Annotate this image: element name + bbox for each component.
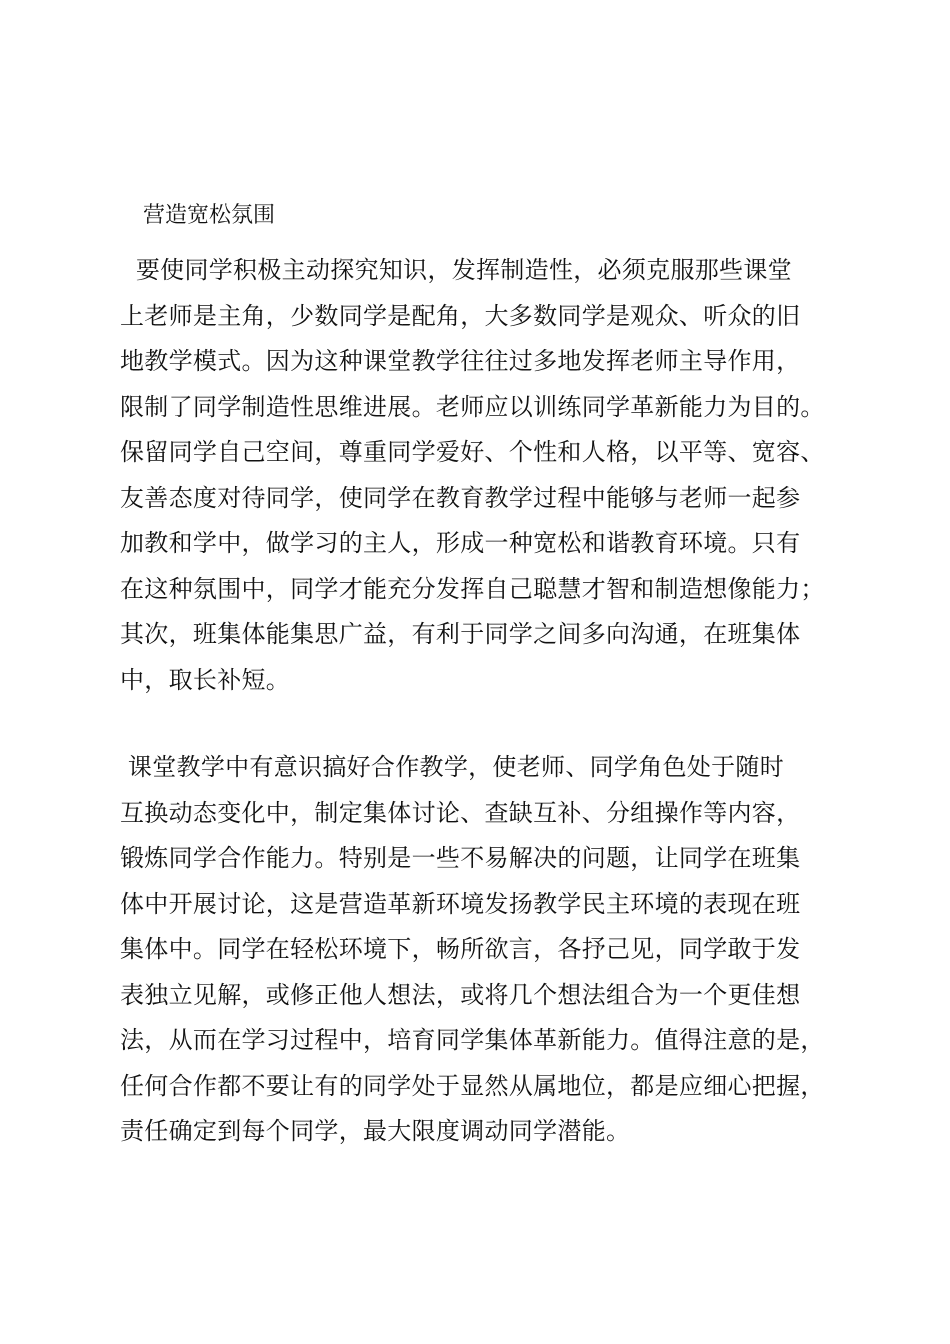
text-line: 上老师是主角，少数同学是配角，大多数同学是观众、听众的旧	[120, 301, 801, 330]
text-line: 地教学模式。因为这种课堂教学往往过多地发挥老师主导作用，	[120, 347, 801, 375]
text-line: 加教和学中，做学习的主人，形成一种宽松和谐教育环境。只有	[120, 529, 801, 557]
text-line: 中，取长补短。	[120, 665, 291, 694]
text-line: 在这种氛围中，同学才能充分发挥自己聪慧才智和制造想像能力；	[120, 574, 825, 603]
text-line: 限制了同学制造性思维进展。老师应以训练同学革新能力为目的。	[120, 392, 825, 421]
text-line: 体中开展讨论，这是营造革新环境发扬教学民主环境的表现在班	[120, 889, 801, 918]
paragraph-2	[120, 745, 860, 1155]
paragraph-1	[120, 248, 860, 703]
text-line: 要使同学积极主动探究知识，发挥制造性，必须克服那些课堂	[120, 256, 792, 284]
text-line: 任何合作都不要让有的同学处于显然从属地位，都是应细心把握，	[120, 1071, 825, 1100]
text-line: 表独立见解，或修正他人想法，或将几个想法组合为一个更佳想	[120, 980, 801, 1009]
text-line: 友善态度对待同学，使同学在教育教学过程中能够与老师一起参	[120, 483, 801, 512]
text-line: 集体中。同学在轻松环境下，畅所欲言，各抒己见，同学敢于发	[120, 935, 801, 963]
section-heading: 营造宽松氛围	[143, 203, 276, 228]
text-line: 保留同学自己空间，尊重同学爱好、个性和人格，以平等、宽容、	[120, 438, 825, 466]
text-line: 课堂教学中有意识搞好合作教学，使老师、同学角色处于随时	[120, 753, 785, 781]
text-line: 责任确定到每个同学，最大限度调动同学潜能。	[120, 1117, 631, 1145]
text-line: 锻炼同学合作能力。特别是一些不易解决的问题，让同学在班集	[120, 844, 801, 872]
text-line: 互换动态变化中，制定集体讨论、查缺互补、分组操作等内容，	[120, 798, 801, 827]
text-line: 其次，班集体能集思广益，有利于同学之间多向沟通，在班集体	[120, 620, 801, 648]
text-line: 法，从而在学习过程中，培育同学集体革新能力。值得注意的是，	[120, 1026, 825, 1054]
